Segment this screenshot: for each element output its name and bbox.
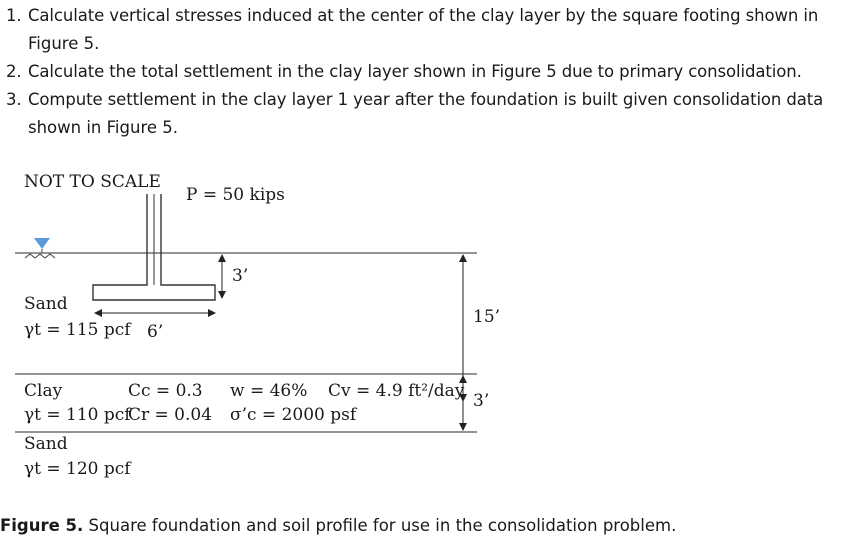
clay-water-content: w = 46%	[230, 381, 308, 401]
figure-caption-text: Square foundation and soil profile for use in the consolidation problem.	[83, 516, 677, 535]
figure-caption-label: Figure 5.	[0, 516, 84, 535]
footing	[93, 194, 215, 300]
water-table-icon	[25, 238, 55, 258]
sand-bottom-unit-weight: γt = 120 pcf	[24, 459, 131, 479]
question-3-number: 3.	[6, 90, 22, 109]
sand-top-unit-weight: γt = 115 pcf	[24, 320, 131, 340]
question-2-text: Calculate the total settlement in the clay layer shown in Figure 5 due to primary consolidation.	[28, 62, 802, 81]
question-3-continued: shown in Figure 5.	[28, 118, 178, 137]
footing-width-label: 6’	[147, 322, 164, 342]
total-depth-label: 15’	[473, 307, 501, 327]
sand-bottom-name: Sand	[24, 434, 68, 454]
clay-unit-weight: γt = 110 pcf	[24, 405, 131, 425]
clay-thickness-label: 3’	[473, 391, 490, 411]
load-label: P = 50 kips	[186, 185, 285, 205]
footing-depth-label: 3’	[232, 266, 249, 286]
not-to-scale-label: NOT TO SCALE	[24, 172, 161, 192]
clay-name: Clay	[24, 381, 63, 401]
question-1-number: 1.	[6, 6, 22, 25]
sand-top-name: Sand	[24, 294, 68, 314]
question-1-text: Calculate vertical stresses induced at the center of the clay layer by the square footing shown in	[28, 6, 819, 25]
question-3-text: Compute settlement in the clay layer 1 year after the foundation is built given consolidation data	[28, 90, 824, 109]
clay-preconsolidation: σ’c = 2000 psf	[230, 405, 357, 425]
question-1-continued: Figure 5.	[28, 34, 100, 53]
clay-cv: Cv = 4.9 ft²/day	[328, 381, 465, 401]
clay-cr: Cr = 0.04	[128, 405, 213, 425]
clay-cc: Cc = 0.3	[128, 381, 203, 401]
figure-caption	[0, 516, 676, 535]
question-2-number: 2.	[6, 62, 22, 81]
